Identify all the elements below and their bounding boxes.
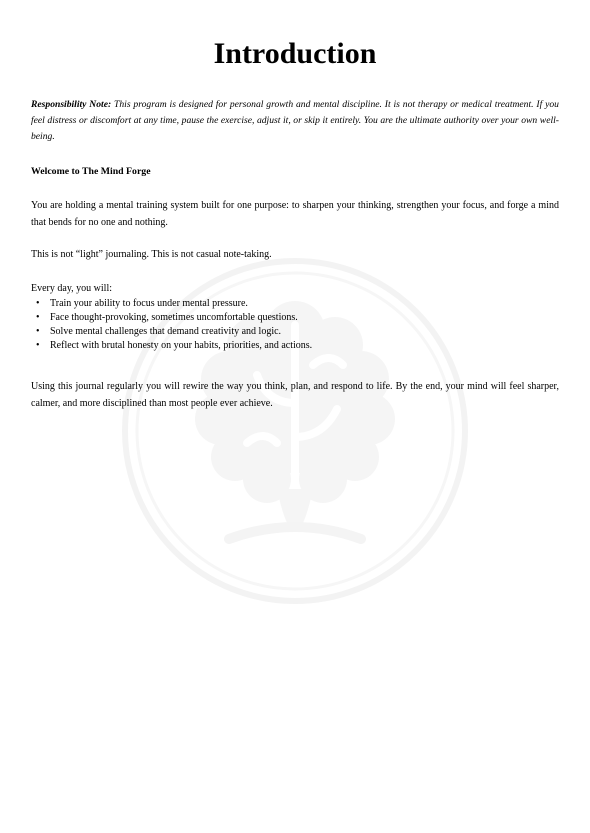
- disclaimer-paragraph: This is not “light” journaling. This is not casual note-taking.: [31, 249, 272, 260]
- list-item-text: Train your ability to focus under mental pressure.: [50, 298, 248, 309]
- bullet-icon: •: [36, 312, 40, 323]
- list-item-text: Reflect with brutal honesty on your habits, priorities, and actions.: [50, 340, 313, 351]
- list-item: [31, 311, 559, 325]
- responsibility-note-label: Responsibility Note:: [31, 99, 112, 110]
- daily-activities-list: [31, 297, 559, 353]
- bullet-icon: •: [36, 326, 40, 337]
- bullet-icon: •: [36, 298, 40, 309]
- list-item-text: Solve mental challenges that demand creativity and logic.: [50, 326, 282, 337]
- intro-paragraph: You are holding a mental training system built for one purpose: to sharpen your thinking, strengthen your focus, and forge a mind that bends for no one and nothing.: [31, 200, 559, 228]
- closing-paragraph: Using this journal regularly you will rewire the way you think, plan, and respond to life. By the end, your mind will feel sharper, calmer, and more disciplined than most people ever achieve.: [31, 381, 559, 409]
- page-title: Introduction: [213, 37, 377, 70]
- welcome-heading: Welcome to The Mind Forge: [31, 166, 151, 177]
- responsibility-note-text: This program is designed for personal growth and mental discipline. It is not therapy or medical treatment. If you feel distress or discomfort at any time, pause the exercise, adjust it, or skip it entirely. You are the ultimate authority over your own well-being.: [31, 99, 559, 142]
- list-item-text: Face thought-provoking, sometimes uncomfortable questions.: [50, 312, 298, 323]
- responsibility-note: [31, 97, 559, 145]
- bullet-icon: •: [36, 340, 40, 351]
- daily-intro-paragraph: Every day, you will:: [31, 283, 113, 294]
- list-item: [31, 339, 559, 353]
- list-item: [31, 297, 559, 311]
- list-item: [31, 325, 559, 339]
